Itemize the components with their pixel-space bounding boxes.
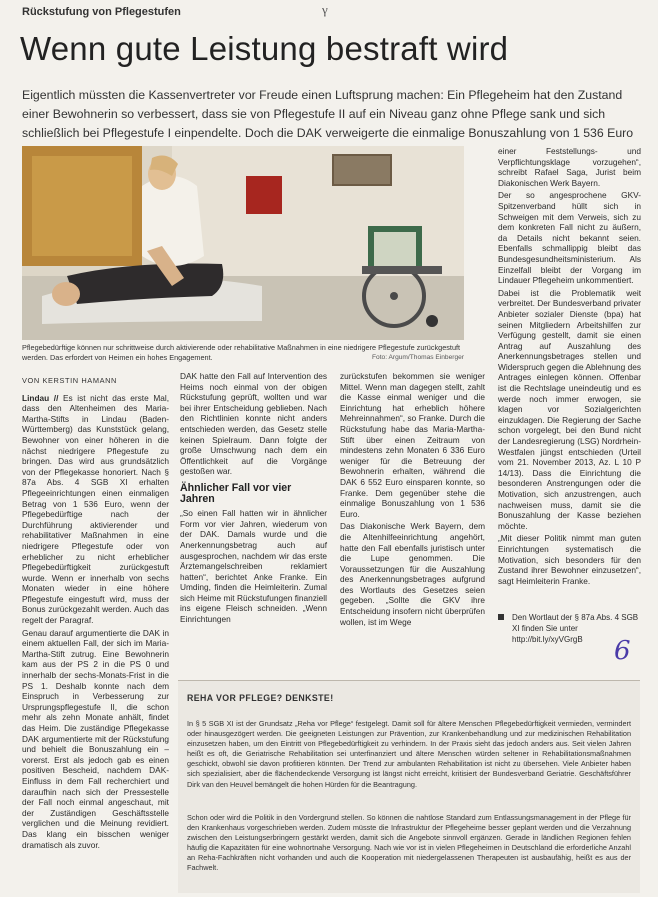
column-2 xyxy=(180,371,327,625)
paragraph: zurückstufen bekommen sie weniger Mittel. Wenn man dagegen stellt, zahlt die Kasse einmal weniger und die Einrichtung hat erheblich höhere Mehreinnahmen“, so Franke. Durch die Rückstufung habe das Maria-Martha-Stift über einen Zeitraum von mindestens zehn Monaten 6 336 Euro weniger für die Betreuung der Bewohnerin erhalten, während die DAK 6 552 Euro einsparen konnte, so Franke. Dem gegenüber stehe die einmalige Bonuszahlung von 1 536 Euro. xyxy=(340,371,485,519)
paragraph: Genau darauf argumentierte die DAK in einem aktuellen Fall, der sich im Maria-Martha-Stift zutrug. Eine Bewohnerin kam aus der PS 2 in die PS 0 und innerhalb der sechs-Monats-Frist in die PS 1. Deshalb konnte nach dem Einspruch in Verbesserung zur Ursprungspflegestufe II, die schon mehr als zehn Monate anhält, findet das Heim. Die zuständige Pflegekasse DAK argumentierte mit der Rückstufung und behielt die Bonuszahlung ein – vorerst. Erst als jedoch gab es einen positiven Bescheid, nachdem DAK-Einfluss in dem Fall recherchiert und daraufhin nach sich der Pressestelle der Fall noch einmal angeschaut, mit der Zuständigen Geschäftsstelle verglichen und die Meinung revidiert. Das klang ein bisschen weniger dramatisch als zuvor. xyxy=(22,627,169,850)
column-4 xyxy=(498,146,641,608)
paragraph: „So einen Fall hatten wir in ähnlicher Form vor vier Jahren, wiederum von der DAK. Damals wurde und die Anerkennungsbetrag auch auf ausgesprochen, nachdem wir das erste Ärztemangelschreiben reklamiert hatten“, berichtet Anke Franke. Ein Umding, finden die Heimleiterin. Zumal sich Heime mit Rückstufungen finanziell ins eigene Fleisch schneiden. „Wenn Einrichtungen xyxy=(180,508,327,625)
handwritten-number: 6 xyxy=(614,636,631,666)
article-photo xyxy=(22,146,464,340)
headline: Wenn gute Leistung bestraft wird xyxy=(20,30,509,67)
paragraph: Das Diakonische Werk Bayern, dem die Altenhilfeeinrichtung angehört, hatte den Fall ebenfalls juristisch unter die Lupe genommen. Die Voraussetzungen für die Auszahlung des Anerkennungsbetrages aufgrund des Wortlauts des Gesetzes seien gegeben. „Sollte die GKV ihre Entscheidung insofern nicht überprüfen wollen, ist im Wege xyxy=(340,521,485,627)
dateline: Lindau // xyxy=(22,392,59,403)
paragraph: Der so angesprochene GKV-Spitzenverband hüllt sich in Schweigen mit dem Verweis, sich zu dem konkreten Fall nicht zu äußern, da Details nicht bekannt seien. Ebenfalls schmallippig bleibt das Bundesgesundheitsministerium. Als Einzelfall bleibt der Vorgang im Lindauer Pflegeheim unkommentiert. xyxy=(498,190,641,286)
bullet-square-icon xyxy=(498,614,504,620)
column-1 xyxy=(22,376,169,892)
info-box-paragraph: In § 5 SGB XI ist der Grundsatz „Reha vor Pflege“ festgelegt. Damit soll für ältere Menschen Pflegebedürftigkeit vermieden, vermindert oder hinausgezögert werden. Die geeigneten Leistungen zur Prävention, zur Krankenbehandlung und zur medizinischen Rehabilitation einzusetzen haben, um den Eintritt von Pflegebedürftigkeit zu verhindern. In der Praxis sieht das jedoch anders aus. Seit vielen Jahren heißt es oft, die Geriatrische Rehabilitation sei unterfinanziert und ältere Menschen würden seltener in Rehabilitationsmaßnahmen geschickt, obwohl sie davon profitieren könnten. Der Trend zur ambulanten Rehabilitation ist nicht zu übersehen. Viele Anbieter haben sich spezialisiert, aber die flächendeckende Versorgung ist längst nicht erreicht, kritisiert der Bundesverband Geriatrie. Geschäftsführer Dirk van den Heuvel bemängelt die hohen Hürden für die Beantragung. xyxy=(187,719,631,789)
paragraph: Dabei ist die Problematik weit verbreitet. Der Bundesverband privater Anbieter sozialer Dienste (bpa) hat seinen Mitgliedern Arbeitshilfen zur Verfügung gestellt, damit sie einen Antrag auf Auszahlung des Anerkennungsbetrages stellen und Widerspruch gegen die Ablehnung des Antrages einlegen können. Offenbar ist die Rechtslage uneindeutig und es werde noch immer erwogen, sie klagen vor Sozialgerichten einzuklagen. Die Regierung der Sache schon vorgelegt, bei den Bund nicht der Landesregierung (LSG) Nordrhein-Westfalen jüngst entschieden (Urteil vom 21. November 2013, Az. L 10 P 14/13). Dass die Einrichtung die besonderen Anstrengungen oder die Motivation, sich anzustrengen, auch nachweisen muss, damit sie die Bonuszahlung der Kasse beziehen möchte. xyxy=(498,287,641,531)
photo-illustration xyxy=(22,146,464,340)
caption-text: Pflegebedürftige können nur schrittweise durch aktivierende oder rehabilitative Maßnahmen in eine niedrigere Pflegestufe zurückgestuft werden. Das erfordert von Heimen ein hohes Engagement. xyxy=(22,343,461,362)
paragraph-text: Es ist nicht das erste Mal, dass den Altenheimen des Maria-Martha-Stifts in Lindau (Baden-Württemberg) das Kunststück gelang, Bewohner von einer höheren in die nächst niedrigere Pflegestufe zu bringen. Das wird aus grundsätzlich von der Pflegekasse honoriert. Nach § 87a Abs. 4 SGB XI erhalten Pflegeeinrichtungen einen einmaligen Betrag von 1 536 Euro, wenn der Pflegebedürftige nach der Durchführung aktivierender und rehabilitativer Maßnahmen in eine niedrigere Pflegestufe oder von erheblicher zu nicht erheblicher Pflegebedürftigkeit zurückgestuft wurde. Wenn er innerhalb von sechs Monaten wieder in eine höhere Pflegestufe eingestuft wird, muss der Bonus zurückgezahlt werden. Auch das regelt der Paragraf. xyxy=(22,392,169,626)
info-box xyxy=(178,680,640,893)
column-3 xyxy=(340,371,485,627)
byline: VON KERSTIN HAMANN xyxy=(22,376,117,385)
subheading: Ähnlicher Fall vor vier Jahren xyxy=(180,481,292,505)
photo-caption xyxy=(22,343,464,363)
info-box-paragraph: Schon oder wird die Politik in den Vordergrund stellen. So können die nahtlose Standard zum Entlassungsmanagement in der Pflege für den Krankenhaus vorgeschrieben werden. Zudem müsste die Infrastruktur der Pflegeheime besser geplant werden und die Verzahnung zwischen den Leistungserbringern gestärkt werden, damit sich die Angebote sinnvoll ergänzen. Gerade in ländlichen Regionen fehlen häufig die Kapazitäten für eine wohnortnahe Versorgung. Nach wie vor ist in vielen Pflegeheimen in Deutschland die erforderliche Anzahl an Reha-Fachkräften nicht vorhanden und auch die Kooperation mit niedergelassenen Therapeuten ist ausbaufähig, heißt es aus der Fachwelt. xyxy=(187,813,631,873)
paragraph: „Mit dieser Politik nimmt man guten Einrichtungen systematisch die Motivation, sich besonders für den Zustand ihrer Bewohner einzusetzen“, sagt Heimleiterin Franke. xyxy=(498,533,641,586)
lead-paragraph: Eigentlich müssten die Kassenvertreter vor Freude einen Luftsprung machen: Ein Pflegeheim hat den Zustand einer Bewohnerin so verbessert, dass sie von Pflegestufe II auf ein Niveau ganz ohne Pflege sank und sich schließlich bei Pflegestufe I einpendelte. Doch die DAK verweigerte die einmalige Bonuszahlung von 1 536 Euro xyxy=(22,88,634,140)
ink-mark: γ xyxy=(322,2,328,17)
photo-credit: Foto: Argum/Thomas Einberger xyxy=(372,354,464,361)
paragraph xyxy=(22,393,169,626)
paragraph: DAK hatte den Fall auf Intervention des Heims noch einmal von der obigen Rückstufung geprüft, wollten und war bei ihrer Entscheidung geblieben. Nach den Richtlinien konnte nicht anders entschieden werden, das Gesetz stelle keinen Spielraum. Dann folgte der große Umschwung nach dem ein Öffentlichkeit auf die Vorgänge gestoßen war. xyxy=(180,371,327,477)
web-reference-link[interactable]: Den Wortlaut der § 87a Abs. 4 SGB XI finden Sie unter http://bit.ly/xyVGrgB xyxy=(512,613,639,644)
info-box-title: REHA VOR PFLEGE? DENKSTE! xyxy=(187,693,334,703)
paragraph: einer Feststellungs- und Verpflichtungsklage vorzugehen“, schreibt Rafael Saga, Jurist beim Diakonischen Werk Bayern. xyxy=(498,146,641,188)
kicker: Rückstufung von Pflegestufen xyxy=(22,6,181,18)
